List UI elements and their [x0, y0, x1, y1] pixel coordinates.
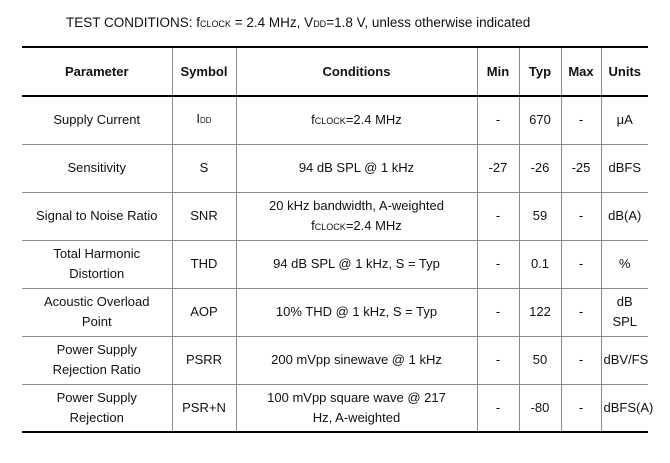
units-cell: dB(A): [601, 192, 648, 240]
units-cell: %: [601, 240, 648, 288]
max-cell: -: [561, 384, 601, 432]
symbol-cell: [172, 96, 236, 144]
symbol-cell: AOP: [172, 288, 236, 336]
header-min: Min: [477, 47, 519, 96]
table-row: [22, 384, 648, 432]
conditions-cell: [236, 384, 477, 432]
min-cell: -: [477, 240, 519, 288]
symbol-cell: SNR: [172, 192, 236, 240]
parameter-line-2: Rejection: [69, 409, 124, 425]
min-cell: -27: [477, 144, 519, 192]
units-cell: dBFS(A): [601, 384, 648, 432]
header-conditions: Conditions: [236, 47, 477, 96]
header-row: [22, 47, 648, 96]
conditions-cell: [236, 192, 477, 240]
min-cell: -: [477, 192, 519, 240]
test-conditions: [66, 15, 530, 30]
header-typ: Typ: [519, 47, 561, 96]
cond-line-1: 100 mVpp square wave @ 217: [267, 389, 446, 405]
cond-f: f: [311, 217, 315, 233]
typ-cell: 670: [519, 96, 561, 144]
conditions-cell: [236, 96, 477, 144]
table-row: [22, 144, 648, 192]
cond-rest: =2.4 MHz: [345, 111, 402, 127]
symbol-main: I: [196, 111, 201, 127]
min-cell: -: [477, 96, 519, 144]
cond-line-1: 20 kHz bandwidth, A-weighted: [269, 197, 444, 213]
table-row: [22, 336, 648, 384]
table-row: [22, 288, 648, 336]
max-cell: -: [561, 288, 601, 336]
typ-cell: 122: [519, 288, 561, 336]
spec-table: [22, 46, 654, 433]
max-cell: -: [561, 96, 601, 144]
header-max: Max: [561, 47, 601, 96]
parameter-line-1: Acoustic Overload: [44, 294, 150, 309]
parameter-line-2: Rejection Ratio: [52, 362, 141, 377]
cond-rest: =2.4 MHz: [345, 217, 402, 233]
vdd-subscript: DD: [313, 19, 327, 29]
symbol-cell: THD: [172, 240, 236, 288]
table-row: [22, 240, 648, 288]
min-cell: -: [477, 288, 519, 336]
units-cell: dBFS: [601, 144, 648, 192]
parameter-line-2: Distortion: [69, 266, 125, 281]
cond-line-2: Hz, A-weighted: [312, 409, 401, 425]
test-conditions-mid: = 2.4 MHz, V: [231, 15, 314, 30]
parameter-cell: [22, 384, 172, 432]
parameter-line-1: Power Supply: [56, 389, 137, 405]
parameter-cell: [22, 336, 172, 384]
table-row: [22, 192, 648, 240]
typ-cell: 59: [519, 192, 561, 240]
header-parameter: Parameter: [22, 47, 172, 96]
symbol-cell: PSR+N: [172, 384, 236, 432]
cond-line-2: [239, 216, 475, 237]
parameter-line-1: Power Supply: [56, 342, 137, 357]
units-cell: μA: [601, 96, 648, 144]
parameter-line-1: Total Harmonic: [53, 246, 141, 261]
units-cell: dB SPL: [601, 288, 648, 336]
parameter-cell: Supply Current: [22, 96, 172, 144]
units-cell: dBV/FS: [601, 336, 648, 384]
table-row: [22, 96, 648, 144]
fclock-subscript: CLOCK: [200, 19, 232, 29]
conditions-cell: 10% THD @ 1 kHz, S = Typ: [236, 288, 477, 336]
cond-subscript: CLOCK: [314, 115, 346, 126]
typ-cell: 50: [519, 336, 561, 384]
symbol-subscript: DD: [200, 116, 212, 126]
header-units: Units: [601, 47, 648, 96]
typ-cell: -26: [519, 144, 561, 192]
max-cell: -25: [561, 144, 601, 192]
symbol-cell: PSRR: [172, 336, 236, 384]
symbol-cell: S: [172, 144, 236, 192]
test-conditions-suffix: =1.8 V, unless otherwise indicated: [326, 15, 531, 30]
min-cell: -: [477, 384, 519, 432]
parameter-line-2: Point: [81, 314, 112, 329]
conditions-cell: 94 dB SPL @ 1 kHz: [236, 144, 477, 192]
header-symbol: Symbol: [172, 47, 236, 96]
typ-cell: 0.1: [519, 240, 561, 288]
parameter-cell: [22, 240, 172, 288]
test-conditions-prefix: TEST CONDITIONS: f: [66, 15, 201, 30]
max-cell: -: [561, 192, 601, 240]
parameter-cell: Sensitivity: [22, 144, 172, 192]
max-cell: -: [561, 336, 601, 384]
typ-cell: -80: [519, 384, 561, 432]
conditions-cell: 94 dB SPL @ 1 kHz, S = Typ: [236, 240, 477, 288]
cond-f: f: [311, 111, 315, 127]
parameter-cell: Signal to Noise Ratio: [22, 192, 172, 240]
conditions-cell: 200 mVpp sinewave @ 1 kHz: [236, 336, 477, 384]
min-cell: -: [477, 336, 519, 384]
max-cell: -: [561, 240, 601, 288]
parameter-cell: [22, 288, 172, 336]
cond-subscript: CLOCK: [314, 221, 346, 232]
